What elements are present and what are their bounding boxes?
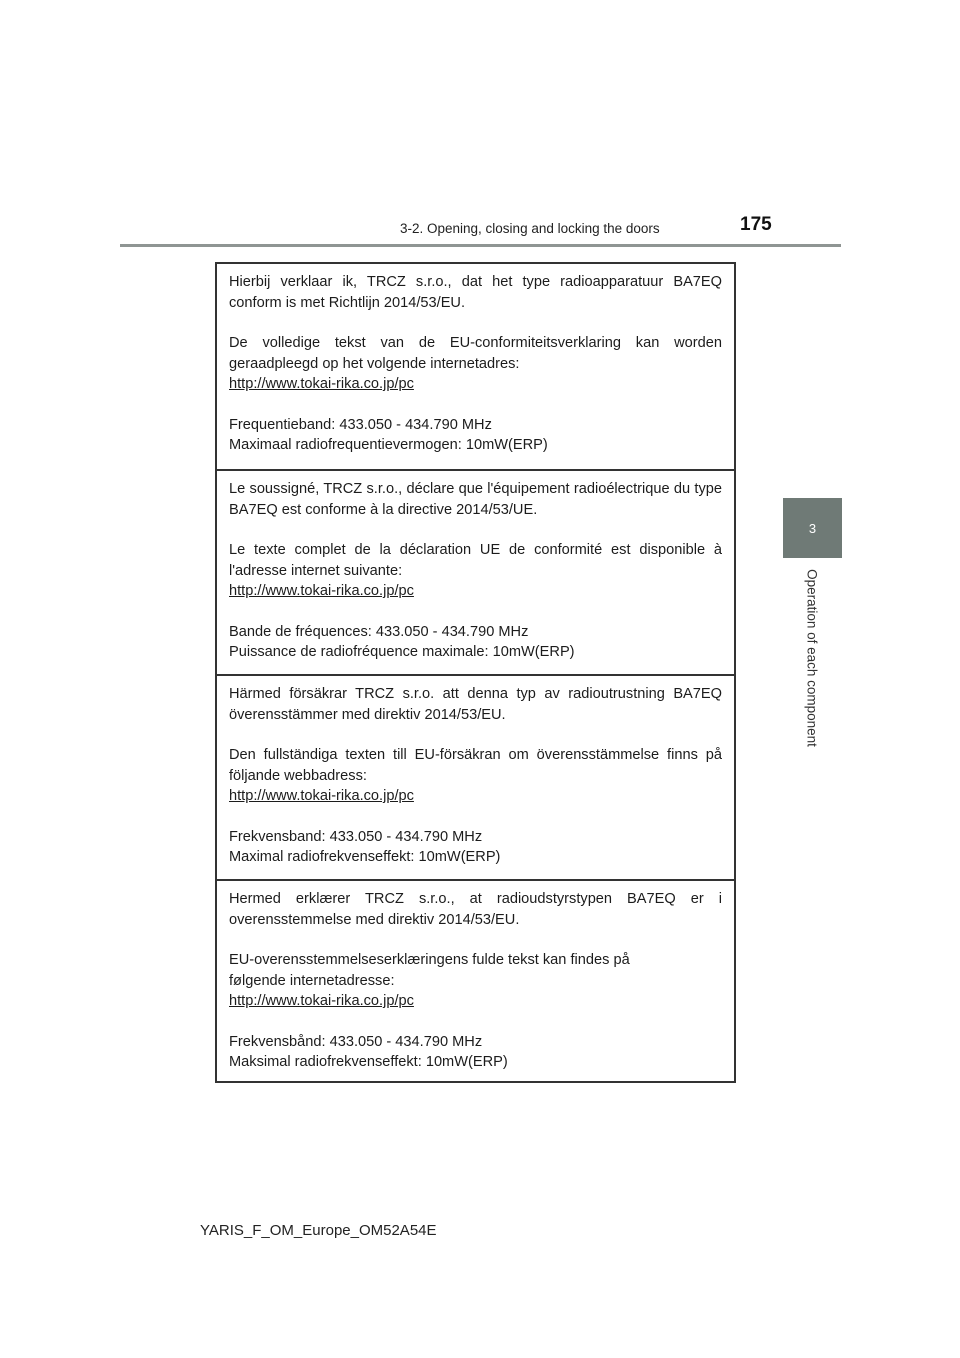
declaration-power: Maximaal radiofrequentievermogen: 10mW(ERP) bbox=[229, 437, 548, 453]
declaration-statement: Härmed försäkrar TRCZ s.r.o. att denna typ av radioutrustning BA7EQ överensstämmer med direktiv 2014/53/EU. bbox=[229, 686, 722, 723]
declaration-frequency: Frekvensbånd: 433.050 - 434.790 MHz bbox=[229, 1033, 483, 1050]
declaration-power: Maximal radiofrekvenseffekt: 10mW(ERP) bbox=[229, 849, 501, 865]
declaration-full-text-intro: De volledige tekst van de EU-conformiteitsverklaring kan worden geraadpleegd op het volgende internetadres: bbox=[229, 335, 722, 372]
chapter-title-vertical: Operation of each component bbox=[804, 569, 820, 747]
declaration-frequency: Bande de fréquences: 433.050 - 434.790 MHz bbox=[229, 623, 529, 640]
declaration-statement: Le soussigné, TRCZ s.r.o., déclare que l'équipement radioélectrique du type BA7EQ est conforme à la directive 2014/53/UE. bbox=[229, 481, 722, 518]
declaration-statement: Hierbij verklaar ik, TRCZ s.r.o., dat het type radioapparatuur BA7EQ conform is met Richtlijn 2014/53/EU. bbox=[229, 274, 722, 311]
chapter-number: 3 bbox=[808, 520, 817, 536]
declaration-url-link[interactable]: http://www.tokai-rika.co.jp/pc bbox=[229, 993, 414, 1009]
page-number: 175 bbox=[740, 214, 772, 235]
declaration-swedish bbox=[217, 674, 734, 880]
declaration-dutch bbox=[217, 264, 734, 470]
declaration-url-link[interactable]: http://www.tokai-rika.co.jp/pc bbox=[229, 788, 414, 804]
document-code: YARIS_F_OM_Europe_OM52A54E bbox=[200, 1222, 437, 1239]
header-divider bbox=[120, 244, 841, 247]
declaration-french bbox=[217, 469, 734, 675]
declaration-power: Puissance de radiofréquence maximale: 10mW(ERP) bbox=[229, 644, 575, 660]
declaration-power: Maksimal radiofrekvenseffekt: 10mW(ERP) bbox=[229, 1054, 508, 1070]
declaration-full-text-intro: Le texte complet de la déclaration UE de conformité est disponible à l'adresse internet suivante: bbox=[229, 542, 722, 579]
declaration-frequency: Frekvensband: 433.050 - 434.790 MHz bbox=[229, 828, 483, 845]
chapter-tab bbox=[783, 498, 842, 558]
section-title: 3-2. Opening, closing and locking the doors bbox=[400, 221, 660, 236]
declaration-full-text-intro: EU-overensstemmelseserklæringens fulde tekst kan findes på følgende internetadresse: bbox=[229, 952, 630, 989]
declaration-url-link[interactable]: http://www.tokai-rika.co.jp/pc bbox=[229, 583, 414, 599]
declaration-statement: Hermed erklærer TRCZ s.r.o., at radioudstyrstypen BA7EQ er i overensstemmelse med direktiv 2014/53/EU. bbox=[229, 891, 722, 928]
declaration-danish bbox=[217, 879, 734, 1085]
declaration-frequency: Frequentieband: 433.050 - 434.790 MHz bbox=[229, 416, 492, 433]
declaration-url-link[interactable]: http://www.tokai-rika.co.jp/pc bbox=[229, 376, 414, 392]
declaration-full-text-intro: Den fullständiga texten till EU-försäkran om överensstämmelse finns på följande webbadress: bbox=[229, 747, 722, 784]
declaration-box bbox=[215, 262, 736, 1083]
